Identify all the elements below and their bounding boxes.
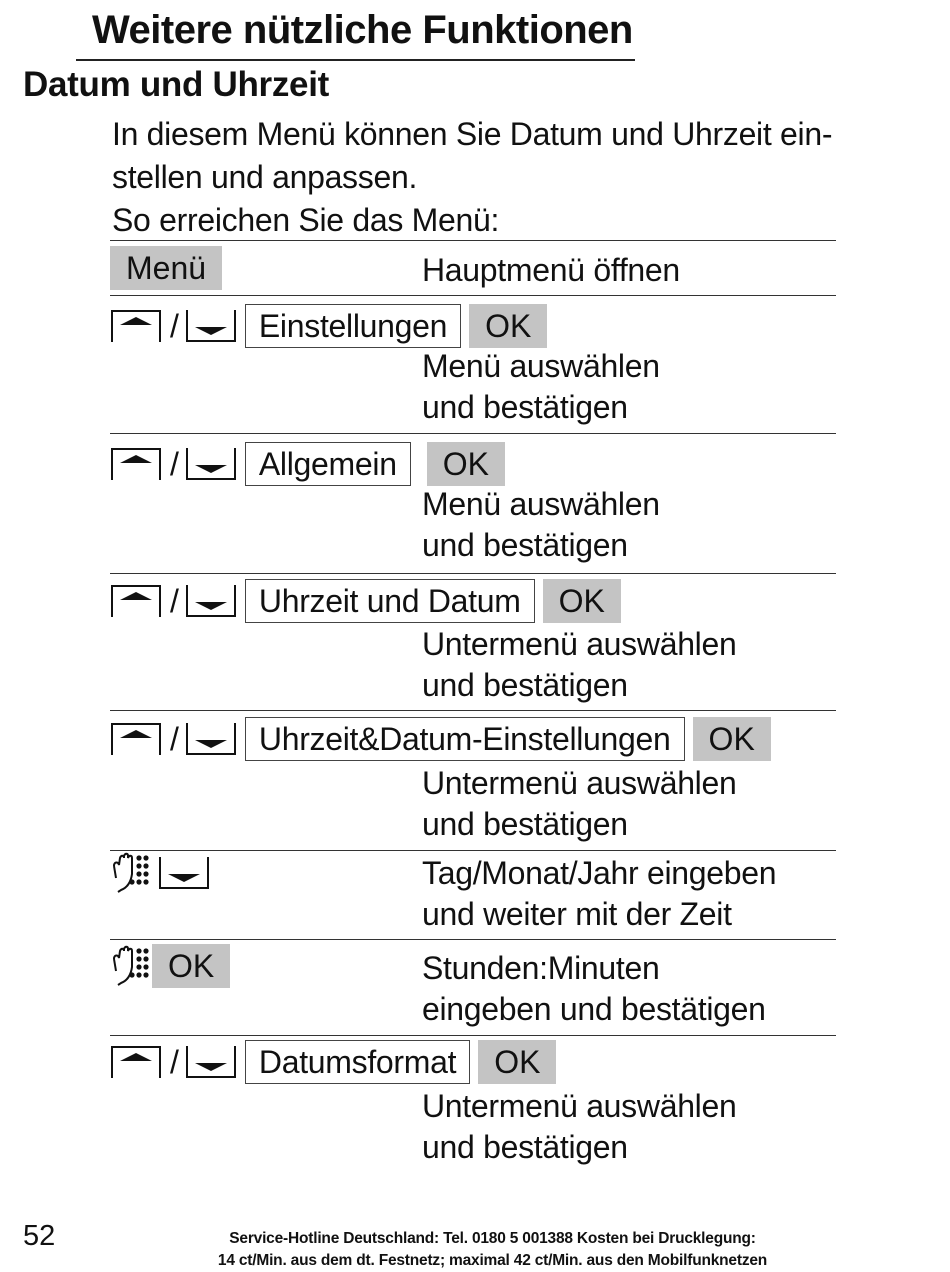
separator: /	[170, 307, 179, 344]
step-row-uhrzeit-und-datum	[110, 573, 836, 710]
step-row-datum-eingeben	[110, 850, 836, 939]
keypad-hand-icon[interactable]	[110, 852, 150, 894]
step-description: Hauptmenü öffnen	[422, 252, 680, 288]
step-row-zeit-eingeben	[110, 939, 836, 1035]
ok-key[interactable]: OK	[427, 442, 505, 486]
step-description: Untermenü auswählen und bestätigen	[422, 1088, 737, 1165]
nav-up-key-icon[interactable]	[110, 1044, 162, 1080]
step-description: Menü auswählen und bestätigen	[422, 348, 660, 425]
heading-underline	[76, 59, 635, 61]
menu-label-einstellungen: Einstellungen	[245, 304, 461, 348]
separator: /	[170, 720, 179, 757]
nav-up-key-icon[interactable]	[110, 721, 162, 757]
nav-down-key-icon[interactable]	[158, 855, 210, 891]
step-description: Untermenü auswählen und bestätigen	[422, 765, 737, 842]
nav-down-key-icon[interactable]	[185, 1044, 237, 1080]
menu-label-uhrzeit-datum-einstellungen: Uhrzeit&Datum-Einstellungen	[245, 717, 685, 761]
nav-down-key-icon[interactable]	[185, 721, 237, 757]
step-row-open-menu	[110, 240, 836, 295]
intro-line: So erreichen Sie das Menü:	[112, 202, 500, 238]
page-number: 52	[23, 1220, 56, 1252]
page-heading: Weitere nützliche Funktionen	[92, 8, 633, 52]
keypad-hand-icon[interactable]	[110, 945, 150, 987]
section-title: Datum und Uhrzeit	[23, 65, 330, 104]
nav-up-key-icon[interactable]	[110, 446, 162, 482]
step-row-einstellungen	[110, 295, 836, 433]
footer-hotline: Service-Hotline Deutschland: Tel. 0180 5 001388 Kosten bei Drucklegung: 14 ct/Min. aus dem dt. Festnetz; maximal 42 ct/Min. aus den Mobilfunknetzen	[217, 1230, 768, 1269]
nav-up-key-icon[interactable]	[110, 583, 162, 619]
nav-up-key-icon[interactable]	[110, 308, 162, 344]
intro-text	[112, 113, 832, 242]
step-description: Stunden:Minuten eingeben und bestätigen	[422, 950, 766, 1027]
ok-key[interactable]: OK	[469, 304, 547, 348]
separator: /	[170, 582, 179, 619]
step-row-allgemein	[110, 433, 836, 573]
step-row-datumsformat	[110, 1035, 836, 1175]
ok-key[interactable]: OK	[152, 944, 230, 988]
step-row-uhrzeit-datum-einstellungen	[110, 710, 836, 850]
ok-key[interactable]: OK	[693, 717, 771, 761]
step-table	[110, 240, 836, 1175]
step-description: Untermenü auswählen und bestätigen	[422, 626, 737, 703]
intro-line: In diesem Menü können Sie Datum und Uhrzeit ein-	[112, 116, 833, 152]
ok-key[interactable]: OK	[478, 1040, 556, 1084]
ok-key[interactable]: OK	[543, 579, 621, 623]
nav-down-key-icon[interactable]	[185, 308, 237, 344]
intro-line: stellen und anpassen.	[112, 159, 418, 195]
nav-down-key-icon[interactable]	[185, 446, 237, 482]
menu-key[interactable]: Menü	[110, 246, 222, 290]
separator: /	[170, 1043, 179, 1080]
menu-label-datumsformat: Datumsformat	[245, 1040, 470, 1084]
menu-label-uhrzeit-und-datum: Uhrzeit und Datum	[245, 579, 535, 623]
step-description: Tag/Monat/Jahr eingeben und weiter mit der Zeit	[422, 855, 777, 932]
menu-label-allgemein: Allgemein	[245, 442, 411, 486]
separator: /	[170, 445, 179, 482]
nav-down-key-icon[interactable]	[185, 583, 237, 619]
step-description: Menü auswählen und bestätigen	[422, 486, 660, 563]
